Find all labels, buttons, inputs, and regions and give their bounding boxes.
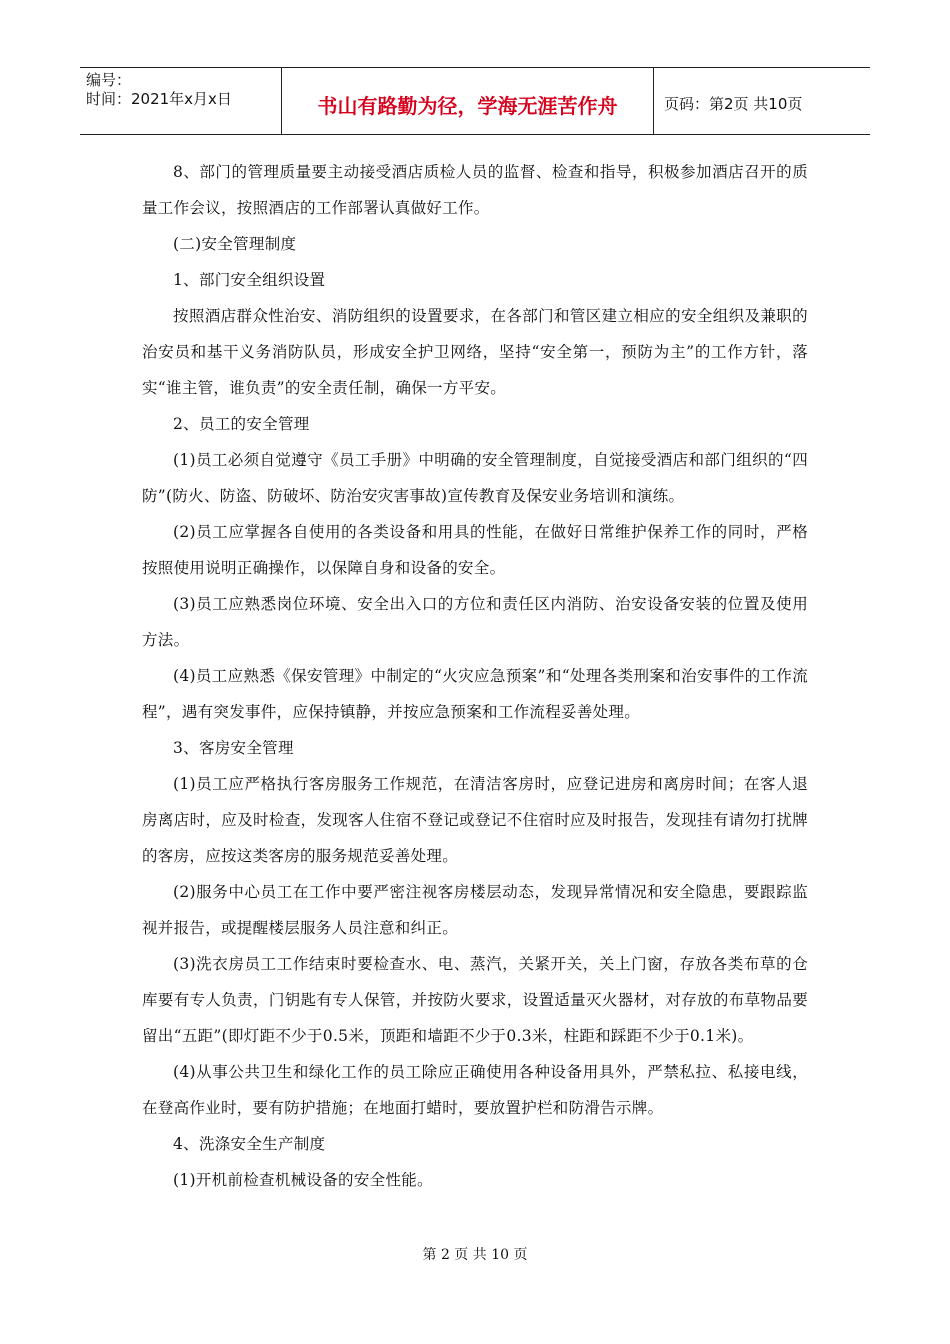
document-body — [142, 154, 808, 1198]
paragraph: 8、部门的管理质量要主动接受酒店质检人员的监督、检查和指导，积极参加酒店召开的质量工作会议，按照酒店的工作部署认真做好工作。 — [142, 163, 808, 217]
header-motto: 书山有路勤为径，学海无涯苦作舟 — [282, 68, 654, 134]
paragraph: 3、客房安全管理 — [173, 739, 294, 757]
paragraph: (2)员工应掌握各自使用的各类设备和用具的性能，在做好日常维护保养工作的同时，严格按照使用说明正确操作，以保障自身和设备的安全。 — [142, 523, 808, 577]
paragraph: (3)员工应熟悉岗位环境、安全出入口的方位和责任区内消防、治安设备安装的位置及使用方法。 — [142, 595, 808, 649]
paragraph: 1、部门安全组织设置 — [173, 271, 326, 289]
page-footer-number: 第 2 页 共 10 页 — [422, 1247, 528, 1263]
paragraph: (1)员工应严格执行客房服务工作规范，在清洁客房时，应登记进房和离房时间；在客人退房离店时，应及时检查，发现客人住宿不登记或登记不住宿时应及时报告，发现挂有请勿打扰牌的客房，应按这类客房的服务规范妥善处理。 — [142, 775, 808, 865]
header-page-info: 页码：第2页 共10页 — [664, 94, 803, 113]
page-header — [80, 67, 870, 135]
paragraph: (1)开机前检查机械设备的安全性能。 — [173, 1171, 433, 1189]
paragraph: (2)服务中心员工在工作中要严密注视客房楼层动态，发现异常情况和安全隐患，要跟踪监视并报告，或提醒楼层服务人员注意和纠正。 — [142, 883, 808, 937]
paragraph: (1)员工必须自觉遵守《员工手册》中明确的安全管理制度，自觉接受酒店和部门组织的“四防”(防火、防盗、防破坏、防治安灾害事故)宣传教育及保安业务培训和演练。 — [142, 451, 808, 505]
paragraph: 2、员工的安全管理 — [173, 415, 310, 433]
paragraph: (3)洗衣房员工工作结束时要检查水、电、蒸汽，关紧开关，关上门窗，存放各类布草的仓库要有专人负责，门钥匙有专人保管，并按防火要求，设置适量灭火器材，对存放的布草物品要留出“五距”(即灯距不少于0.5米，顶距和墙距不少于0.3米，柱距和踩距不少于0.1米)。 — [142, 955, 808, 1045]
paragraph: 按照酒店群众性治安、消防组织的设置要求，在各部门和管区建立相应的安全组织及兼职的治安员和基干义务消防队员，形成安全护卫网络，坚持“安全第一，预防为主”的工作方针，落实“谁主管，谁负责”的安全责任制，确保一方平安。 — [142, 307, 808, 397]
header-meta — [80, 68, 282, 134]
paragraph: (4)员工应熟悉《保安管理》中制定的“火灾应急预案”和“处理各类刑案和治安事件的工作流程”，遇有突发事件，应保持镇静，并按应急预案和工作流程妥善处理。 — [142, 667, 808, 721]
document-date-label: 时间：2021年x月x日 — [86, 90, 232, 108]
paragraph: (4)从事公共卫生和绿化工作的员工除应正确使用各种设备用具外，严禁私拉、私接电线，在登高作业时，要有防护措施；在地面打蜡时，要放置护栏和防滑告示牌。 — [142, 1063, 808, 1117]
paragraph: 4、洗涤安全生产制度 — [173, 1135, 326, 1153]
paragraph: (二)安全管理制度 — [173, 235, 297, 253]
document-number-label: 编号： — [86, 71, 132, 89]
